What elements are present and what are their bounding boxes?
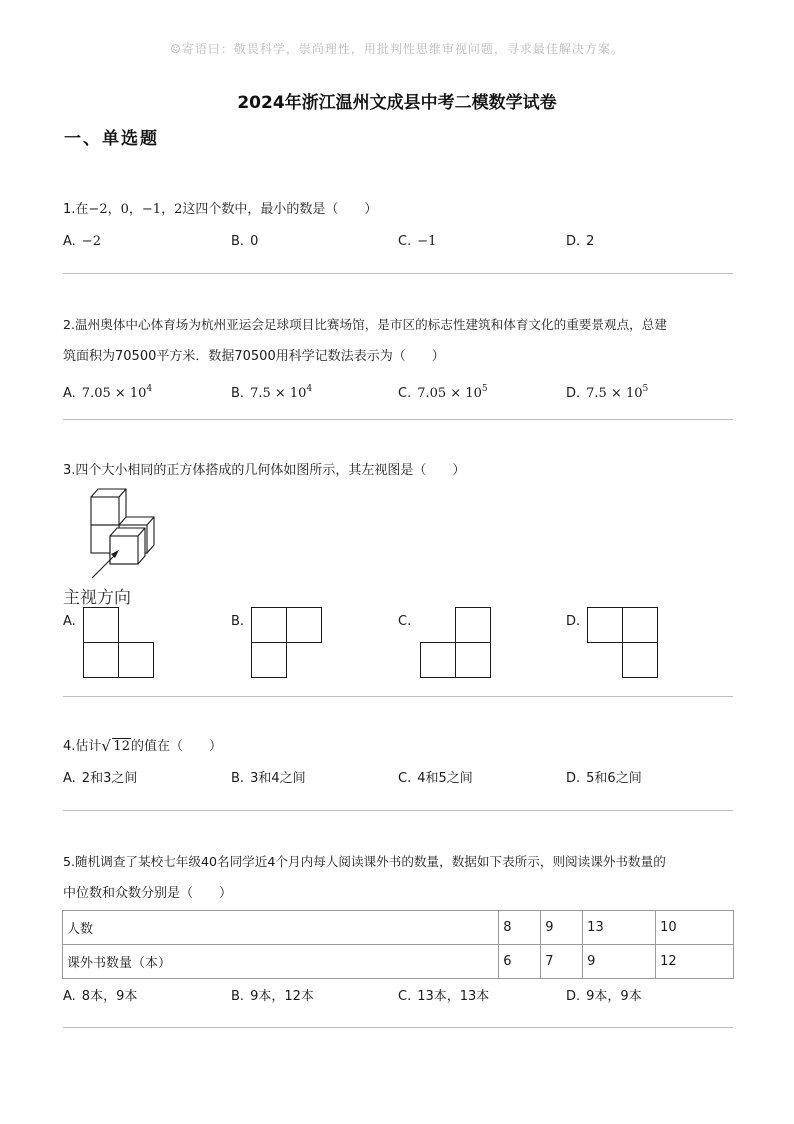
view-square [251, 607, 287, 643]
option-value: 4和5之间 [417, 771, 473, 786]
option-value: 7.5 × 10 [250, 386, 307, 401]
table-cell: 9 [541, 911, 583, 945]
question-number: 1. [63, 202, 76, 217]
option-value: 8本，9本 [81, 989, 138, 1004]
view-square [622, 642, 658, 678]
view-square [118, 642, 154, 678]
question-5-option-c[interactable] [398, 987, 489, 1007]
divider [63, 273, 733, 274]
question-1-option-b[interactable] [231, 232, 258, 252]
option-label: D. [566, 771, 581, 786]
question-number: 5. [63, 854, 76, 869]
option-label: C. [398, 771, 412, 786]
option-label: C. [398, 989, 412, 1004]
option-exponent: 4 [146, 384, 153, 394]
cube-edge [147, 517, 154, 525]
figure-caption: 主视方向 [63, 588, 131, 608]
question-5-option-d[interactable] [566, 987, 642, 1007]
option-label: A. [63, 771, 76, 786]
section-title: 一、单选题 [64, 129, 159, 149]
question-1-option-d[interactable] [566, 232, 594, 252]
divider [63, 810, 733, 811]
option-label: C. [398, 386, 412, 401]
question-2-option-b[interactable] [231, 379, 312, 404]
question-5-option-a[interactable] [63, 987, 137, 1007]
table-row-header: 课外书数量（本） [63, 945, 499, 979]
question-2-option-c[interactable] [398, 379, 488, 404]
data-table [62, 910, 734, 979]
table-cell: 7 [541, 945, 583, 979]
radical-sign: √ [101, 737, 111, 755]
view-square [286, 607, 322, 643]
option-exponent: 5 [642, 384, 649, 394]
view-square [83, 642, 119, 678]
question-number: 4. [63, 739, 76, 754]
option-value: 7.05 × 10 [417, 386, 482, 401]
radicand: 12 [113, 739, 130, 754]
divider [63, 696, 733, 697]
table-cell: 9 [583, 945, 656, 979]
math-number: −1 [141, 202, 162, 217]
question-5-stem-line2 [63, 884, 232, 904]
option-label: A. [63, 386, 76, 401]
math-number: 0 [120, 202, 129, 217]
option-exponent: 4 [306, 384, 313, 394]
table-cell: 13 [583, 911, 656, 945]
question-number: 3. [63, 463, 76, 478]
option-value: −2 [81, 234, 101, 249]
option-value: 9本，9本 [586, 989, 642, 1004]
question-3-option-d-label[interactable]: D. [566, 614, 581, 629]
option-value: 7.5 × 10 [586, 386, 643, 401]
separator: ， [161, 202, 175, 217]
question-text: 温州奥体中心体育场为杭州亚运会足球项目比赛场馆，是市区的标志性建筑和体育文化的重要景观点，总建 [75, 317, 667, 332]
separator: ， [107, 202, 121, 217]
table-cell: 10 [656, 911, 734, 945]
question-1-option-c[interactable] [398, 232, 436, 252]
option-value: 0 [250, 234, 259, 249]
separator: ， [128, 202, 142, 217]
cube-edge [119, 489, 126, 497]
question-2-option-a[interactable] [63, 379, 152, 404]
option-label: B. [231, 386, 245, 401]
table-cell: 12 [656, 945, 734, 979]
option-value: 9本，12本 [250, 989, 314, 1004]
view-square [587, 607, 623, 643]
option-value: −1 [417, 234, 437, 249]
question-3-stem [63, 461, 465, 481]
option-label: C. [398, 234, 412, 249]
view-square [420, 642, 456, 678]
view-square [251, 642, 287, 678]
math-number: −2 [88, 202, 108, 217]
view-square [455, 607, 491, 643]
option-value: 2和3之间 [81, 771, 138, 786]
option-label: B. [231, 989, 245, 1004]
question-2-option-d[interactable] [566, 379, 648, 404]
question-4-option-c[interactable] [398, 769, 473, 789]
option-label: B. [231, 234, 245, 249]
cube-stack-figure [62, 484, 172, 584]
question-text: 随机调查了某校七年级40名同学近4个月内每人阅读课外书的数量，数据如下表所示，则阅读课外书数量的 [75, 854, 666, 869]
question-3-option-a-label[interactable]: A. [63, 614, 76, 629]
cube-face [91, 497, 119, 525]
view-square [83, 607, 119, 643]
question-2-stem-line2 [63, 347, 445, 367]
view-square [455, 642, 491, 678]
table-cell: 8 [499, 911, 541, 945]
option-label: D. [566, 234, 581, 249]
option-value: 7.05 × 10 [81, 386, 147, 401]
table-cell: 6 [499, 945, 541, 979]
question-4-option-b[interactable] [231, 769, 306, 789]
option-value: 2 [586, 234, 595, 249]
table-row-header: 人数 [63, 911, 499, 945]
question-5-option-b[interactable] [231, 987, 314, 1007]
question-3-option-b-label[interactable]: B. [231, 614, 245, 629]
option-label: A. [63, 989, 76, 1004]
question-4-stem [63, 737, 222, 757]
question-text: 在 [75, 202, 89, 217]
view-square [622, 607, 658, 643]
question-text: 四个大小相同的正方体搭成的几何体如图所示，其左视图是（ ） [75, 463, 466, 478]
option-exponent: 5 [481, 384, 488, 394]
math-number: 2 [174, 202, 183, 217]
option-label: D. [566, 386, 581, 401]
divider [63, 419, 733, 420]
divider [63, 1027, 733, 1028]
option-label: B. [231, 771, 245, 786]
option-label: D. [566, 989, 581, 1004]
question-number: 2. [63, 317, 76, 332]
option-value: 3和4之间 [250, 771, 306, 786]
option-value: 13本，13本 [417, 989, 490, 1004]
question-5-stem-line1 [63, 852, 666, 872]
question-4-option-d[interactable] [566, 769, 642, 789]
question-1-option-a[interactable] [63, 232, 101, 252]
table-row [63, 945, 734, 979]
header-motto: ☺寄语曰：敬畏科学，崇尚理性，用批判性思维审视问题，寻求最佳解决方案。 [170, 42, 624, 56]
question-text: 筑面积为70500平方米．数据70500用科学记数法表示为（ ） [63, 349, 445, 364]
option-label: A. [63, 234, 76, 249]
view-arrow [92, 554, 116, 578]
page-title: 2024年浙江温州文成县中考二模数学试卷 [237, 93, 557, 113]
question-text: 的值在（ ） [130, 739, 222, 754]
question-text: 中位数和众数分别是（ ） [63, 886, 233, 901]
square-root [101, 737, 131, 757]
table-row [63, 911, 734, 945]
question-text: 这四个数中，最小的数是（ ） [182, 202, 378, 217]
question-3-option-c-label[interactable]: C. [398, 614, 412, 629]
question-2-stem-line1 [63, 315, 667, 335]
option-value: 5和6之间 [586, 771, 642, 786]
question-4-option-a[interactable] [63, 769, 137, 789]
question-text: 估计 [75, 739, 102, 754]
question-1-stem [63, 200, 377, 220]
